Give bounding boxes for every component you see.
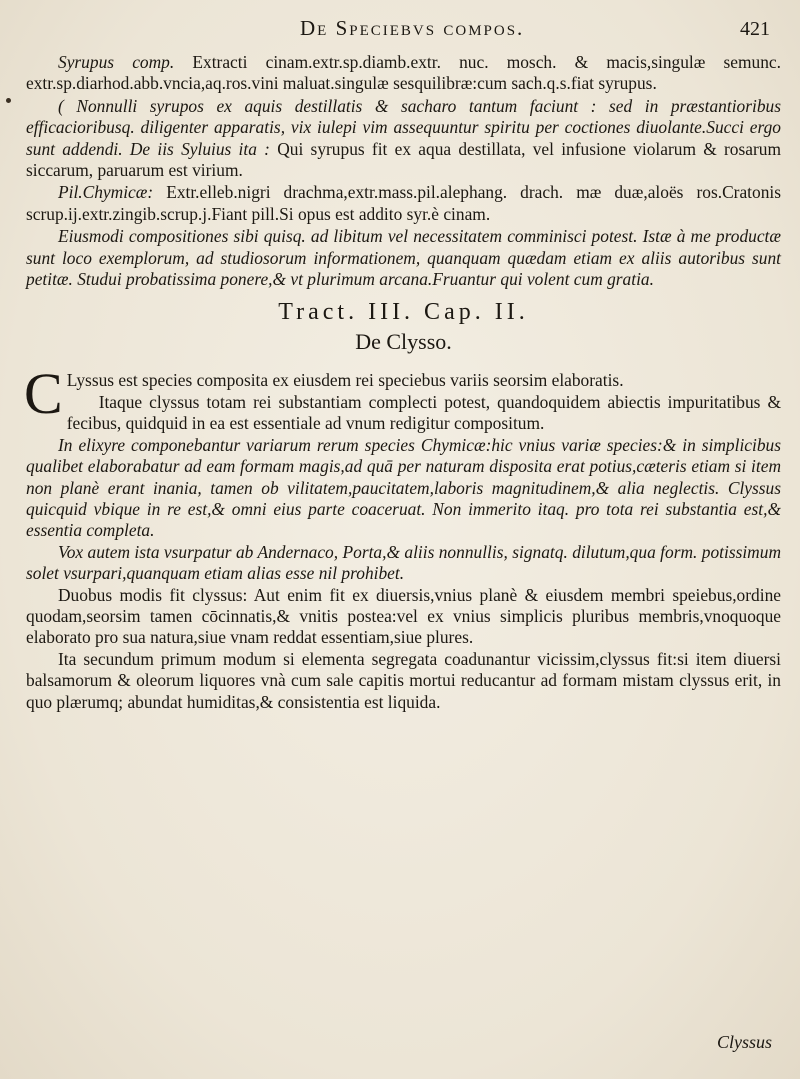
note-quote: Qui syrupus fit ex aqua destillata, vel infusione violarum & rosarum siccarum, paruarum est virium. (26, 138, 781, 181)
recipe-text: Extracti cinam.extr.sp.diamb.extr. nuc. mosch. & macis,singulæ semunc. extr.sp.diarhod.abb.vncia,aq.ros.vini maluat.singulæ sesquilibræ:cum sach.q.s.fiat syrupus. (26, 52, 781, 94)
paragraph-duobus-modis: Duobus modis fit clyssus: Aut enim fit ex diuersis,vnius planè & eiusdem membri speiebus,ordine quodam,seorsim tamen cōcinnatis,& vnitis postea:vel ex vnius simplicis pluribus membris,vnoquoque elaborato pro sua natura,siue vnam reddat essentiam,siue plures. (26, 584, 781, 648)
paragraph-pil-chymicae (26, 182, 781, 225)
recipe-label: Pil.Chymicæ: (58, 182, 154, 203)
paragraph-itaque: Itaque clyssus totam rei substantiam complecti potest, quandoquidem abiectis impuritatibus & fecibus, quidquid in ea est essentiale ad vnum redigitur compositum. (66, 391, 781, 434)
drop-cap-initial: C (24, 361, 63, 427)
running-title: De Speciebvs compos. (300, 16, 525, 40)
recipe-text: Extr.elleb.nigri drachma,extr.mass.pil.alephang. drach. mæ duæ,aloës ros.Cratonis scrup.ij.extr.zingib.scrup.j.Fiant pill.Si opus est addito syr.è cinam. (26, 182, 781, 224)
page-number: 421 (740, 18, 770, 40)
margin-mark (6, 98, 11, 103)
recipe-label: Syrupus comp. (58, 52, 175, 72)
paragraph-elixyre: In elixyre componebantur variarum rerum species Chymicæ:hic vnius variæ species:& in simplicibus qualibet elaborabatur ad eam formam magis,ad quā per naturam disposita erat potius,cæteris etiam si item non planè erant inania, tamen ob vilitatem,paucitatem,laboris magnitudinem,& alia neglectis. Clyssus quicquid vbique in re est,& omni eius parte coaceruat. Non immerito itaq. pro tota rei substantia est,& essentia completa. (26, 434, 781, 541)
paragraph-syrupus (26, 52, 781, 95)
page-body (26, 52, 781, 713)
paragraph-ita-secundum: Ita secundum primum modum si elementa segregata coadunantur vicissim,clyssus fit:si item diuersi balsamorum & oleorum liquores vnà cum sale capitis mortui reducantur ad formam mistam clyssus erit, in quo plærumq; abundat humiditas,& consistentia est liquida. (26, 648, 781, 712)
note-italic: ( Nonnulli syrupos ex aquis destillatis & sacharo tantum faciunt : sed in præstantioribus efficacioribusq. diligenter apparatis, vix iulepi vim assequuntur spiritu per coctiones diuolante.Succi ergo sunt addendi. De iis Syluius ita : (26, 95, 781, 159)
running-head (300, 16, 770, 46)
definition-text: Lyssus est species composita ex eiusdem rei speciebus variis seorsim elaboratis. (66, 370, 624, 391)
paragraph-note-syrups (26, 96, 781, 182)
paragraph-vox: Vox autem ista vsurpatur ab Andernaco, Porta,& aliis nonnullis, signatq. dilutum,qua form. potissimum solet vsurpari,quanquam etiam alias esse nil prohibet. (26, 541, 781, 584)
chapter-subject: De Clysso. (355, 329, 452, 355)
catchword: Clyssus (716, 1032, 772, 1052)
paragraph-eiusmodi: Eiusmodi compositiones sibi quisq. ad libitum vel necessitatem comminisci potest. Istæ à me productæ sunt loco exemplorum, ad studiosorum informationem, quanquam quædam etiam ex aliis autoribus sunt petitæ. Studui probatissima ponere,& vt plurimum arcana.Fruantur qui volent cum gratia. (26, 226, 781, 290)
chapter-heading (26, 298, 781, 356)
tract-chapter-title: Tract. III. Cap. II. (278, 299, 529, 326)
